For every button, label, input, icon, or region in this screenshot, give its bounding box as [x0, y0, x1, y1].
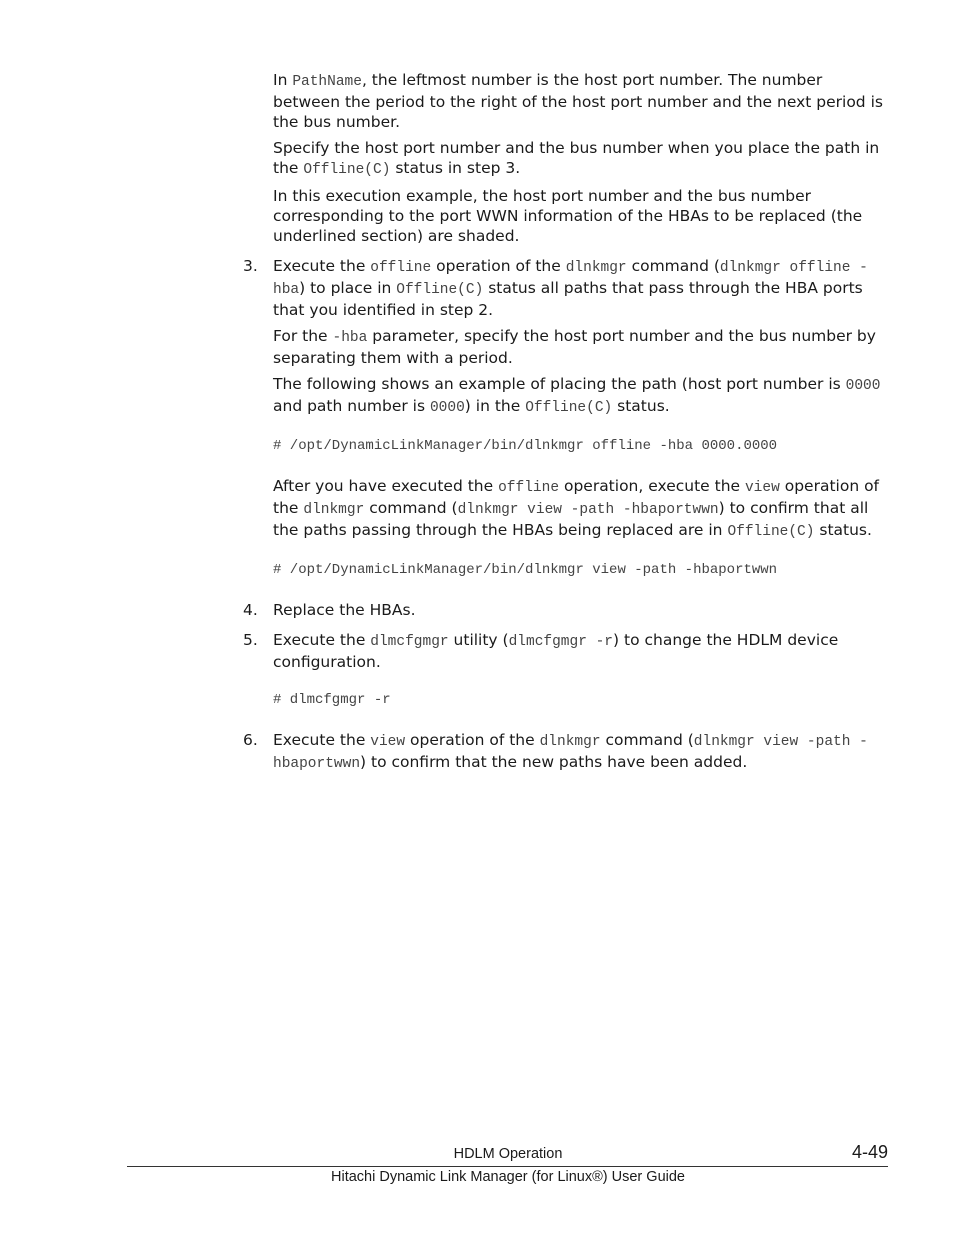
text-run: In this execution example, the host port number and the bus number corresponding to the port WWN information of the HBAs to be replaced (the underlined section) are shaded.	[273, 187, 863, 245]
text-run: status.	[612, 397, 670, 415]
text-run: command (	[600, 731, 694, 749]
step-3	[243, 256, 888, 320]
inline-code: dlnkmgr offline -hba	[273, 260, 868, 298]
inline-code: dlnkmgr view -path -hbaportwwn	[273, 734, 868, 772]
text-run: operation of the	[273, 477, 880, 517]
step-number: 3.	[243, 257, 258, 275]
inline-code: PathName	[292, 74, 362, 90]
text-run: status all paths that pass through the HBA ports that you identified in step 2.	[273, 279, 863, 319]
text-run: Execute the	[273, 731, 371, 749]
step-4	[243, 600, 888, 620]
text-run: command (	[364, 499, 458, 517]
page-content	[243, 70, 888, 780]
inline-code: 0000	[429, 400, 465, 416]
text-run: In	[273, 71, 293, 89]
step-number: 6.	[243, 731, 258, 749]
step-text	[273, 630, 888, 672]
inline-code: dlnkmgr	[565, 260, 627, 276]
text-run: and path number is	[273, 397, 430, 415]
text-run: command (	[626, 257, 720, 275]
intro-paragraph-3	[273, 186, 888, 246]
text-run: For the	[273, 327, 333, 345]
inline-code: Offline(C)	[727, 524, 815, 540]
inline-code: Offline(C)	[396, 282, 484, 298]
inline-code: offline	[370, 260, 432, 276]
inline-code: dlnkmgr view -path -hbaportwwn	[457, 502, 719, 518]
inline-code: dlnkmgr	[539, 734, 601, 750]
text-run: status.	[814, 521, 872, 539]
inline-code: dlnkmgr	[303, 502, 365, 518]
step-text	[273, 600, 888, 620]
text-run: operation of the	[405, 731, 540, 749]
step-number: 4.	[243, 601, 258, 619]
intro-paragraph-1	[273, 70, 888, 132]
text-run: Specify the host port number and the bus number when you place the path in the	[273, 139, 880, 177]
step-5	[243, 630, 888, 672]
text-run: , the leftmost number is the host port number. The number between the period to the right of the host port number and the next period is the bus number.	[273, 71, 883, 131]
inline-code: Offline(C)	[303, 162, 391, 178]
inline-code: view	[370, 734, 406, 750]
code-example-dlmcfgmgr: # dlmcfgmgr -r	[273, 692, 391, 708]
text-run: status in step 3.	[390, 159, 521, 177]
inline-code: offline	[498, 480, 560, 496]
inline-code: -hba	[332, 330, 368, 346]
text-run: ) in the	[464, 397, 526, 415]
step-text	[273, 256, 888, 320]
inline-code: Offline(C)	[525, 400, 613, 416]
text-run: parameter, specify the host port number and the bus number by separating them with a period.	[273, 327, 876, 367]
page-number: 4-49	[851, 1142, 888, 1162]
intro-paragraph-2	[273, 138, 888, 180]
inline-code: dlmcfgmgr -r	[508, 634, 614, 650]
text-run: operation, execute the	[559, 477, 745, 495]
text-run: The following shows an example of placing the path (host port number is	[273, 375, 846, 393]
text-run: Replace the HBAs.	[273, 601, 416, 619]
footer-rule	[127, 1166, 888, 1167]
step-3-paragraph-4	[273, 476, 888, 542]
step-3-paragraph-3	[273, 374, 888, 418]
inline-code: dlmcfgmgr	[370, 634, 449, 650]
inline-code: 0000	[845, 378, 881, 394]
text-run: operation of the	[431, 257, 566, 275]
step-6	[243, 730, 888, 774]
text-run: ) to change the HDLM device configuration.	[273, 631, 839, 671]
text-run: utility (	[448, 631, 509, 649]
step-3-paragraph-2	[273, 326, 888, 368]
code-example-offline: # /opt/DynamicLinkManager/bin/dlnkmgr offline -hba 0000.0000	[273, 438, 778, 454]
text-run: ) to confirm that the new paths have been added.	[360, 753, 748, 771]
text-run: After you have executed the	[273, 477, 499, 495]
step-text	[273, 730, 888, 774]
footer-section-title: HDLM Operation	[453, 1146, 563, 1162]
code-example-view: # /opt/DynamicLinkManager/bin/dlnkmgr view -path -hbaportwwn	[273, 562, 778, 578]
step-number: 5.	[243, 631, 258, 649]
text-run: Execute the	[273, 631, 371, 649]
text-run: Execute the	[273, 257, 371, 275]
text-run: ) to confirm that all the paths passing through the HBAs being replaced are in	[273, 499, 869, 539]
text-run: ) to place in	[299, 279, 397, 297]
inline-code: view	[744, 480, 780, 496]
footer-guide-title: Hitachi Dynamic Link Manager (for Linux®) User Guide	[331, 1169, 685, 1185]
